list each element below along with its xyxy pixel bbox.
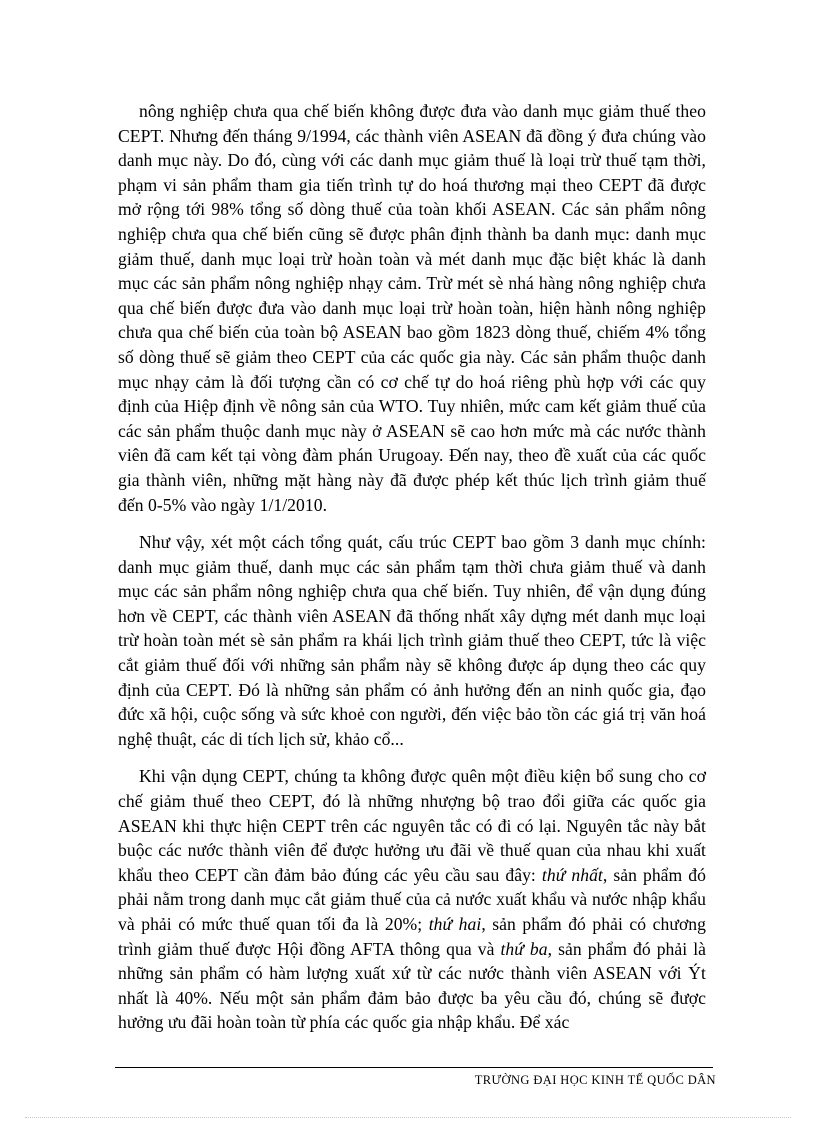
- paragraph-agricultural-products: nông nghiệp chưa qua chế biến không được đưa vào danh mục giảm thuế theo CEPT. Nhưng đến tháng 9/1994, các thành viên ASEAN đã đồng ý đưa chúng vào danh mục này. Do đó, cùng với các danh mục giảm thuế là loại trừ thuế tạm thời, phạm vi sản phẩm tham gia tiến trình tự do hoá thương mại theo CEPT đã được mở rộng tới 98% tổng số dòng thuế của toàn khối ASEAN. Các sản phẩm nông nghiệp chưa qua chế biến cũng sẽ được phân định thành ba danh mục: danh mục giảm thuế, danh mục loại trừ hoàn toàn và mét danh mục đặc biệt khác là danh mục các sản phẩm nông nghiệp nhạy cảm. Trừ mét sè nhá hàng nông nghiệp chưa qua chế biến được đưa vào danh mục loại trừ hoàn toàn, hiện hành nông nghiệp chưa qua chế biến của toàn bộ ASEAN bao gồm 1823 dòng thuế, chiếm 4% tổng số dòng thuế sẽ giảm theo CEPT của các quốc gia này. Các sản phẩm thuộc danh mục nhạy cảm là đối tượng cần có cơ chế tự do hoá riêng phù hợp với các quy định của Hiệp định về nông sản của WTO. Tuy nhiên, mức cam kết giảm thuế của các sản phẩm thuộc danh mục này ở ASEAN sẽ cao hơn mức mà các nước thành viên đã cam kết tại vòng đàm phán Urugoay. Đến nay, theo đề xuất của các quốc gia thành viên, những mặt hàng này đã được phép kết thúc lịch trình giảm thuế đến 0-5% vào ngày 1/1/2010.: [118, 101, 706, 515]
- paragraph-cept-structure: Như vậy, xét một cách tổng quát, cấu trúc CEPT bao gồm 3 danh mục chính: danh mục giảm thuế, danh mục các sản phẩm tạm thời chưa giảm thuế và danh mục các sản phẩm nông nghiệp chưa qua chế biến. Tuy nhiên, để vận dụng đúng hơn về CEPT, các thành viên ASEAN đã thống nhất xây dựng mét danh mục loại trừ hoàn toàn mét sè sản phẩm ra khái lịch trình giảm thuế theo CEPT, tức là việc cắt giảm thuế đối với những sản phẩm này sẽ không được áp dụng theo các quy định của CEPT. Đó là những sản phẩm có ảnh hưởng đến an ninh quốc gia, đạo đức xã hội, cuộc sống và sức khoẻ con người, đến việc bảo tồn các giá trị văn hoá nghệ thuật, các di tích lịch sử, khảo cổ...: [118, 532, 706, 749]
- emphasis-third: thứ ba: [500, 938, 548, 959]
- footer-university-name: TRƯỜNG ĐẠI HỌC KINH TẾ QUỐC DÂN: [474, 1073, 716, 1087]
- paragraph-text-part: , sản phẩm đó phải nằm trong danh mục cắt giảm thuế của cả nước xuất khẩu và nước nhập khẩu và phải có mức thuế quan tối đa là 20%;: [118, 864, 707, 934]
- paragraph-text-part: , sản phẩm đó phải có chương trình giảm thuế được Hội đồng AFTA thông qua và: [118, 914, 706, 959]
- emphasis-first: thứ nhất: [541, 864, 603, 885]
- paragraph-text-part: , sản phẩm đó phải là những sản phẩm có hàm lượng xuất xứ từ các nước thành viên ASEAN với Ýt nhất là 40%. Nếu một sản phẩm đảm bảo được ba yêu cầu đó, chúng sẽ được hưởng ưu đãi hoàn toàn từ phía các quốc gia nhập khẩu. Để xác: [118, 938, 707, 1033]
- page-bottom-dotted-border: [25, 1117, 791, 1118]
- emphasis-second: thứ hai: [428, 914, 482, 934]
- paragraph-cept-conditions: [118, 764, 706, 1035]
- footer-divider: [115, 1067, 713, 1068]
- body-text: [118, 99, 706, 1048]
- paragraph-text-part: Khi vận dụng CEPT, chúng ta không được quên một điều kiện bổ sung cho cơ chế giảm thuế theo CEPT, đó là những nhượng bộ trao đổi giữa các quốc gia ASEAN khi thực hiện CEPT trên các nguyên tắc có đi có lại. Nguyên tắc này bắt buộc các nước thành viên để được hưởng ưu đãi về thuế quan của nhau khi xuất khẩu theo CEPT cần đảm bảo đúng các yêu cầu sau đây:: [118, 766, 706, 885]
